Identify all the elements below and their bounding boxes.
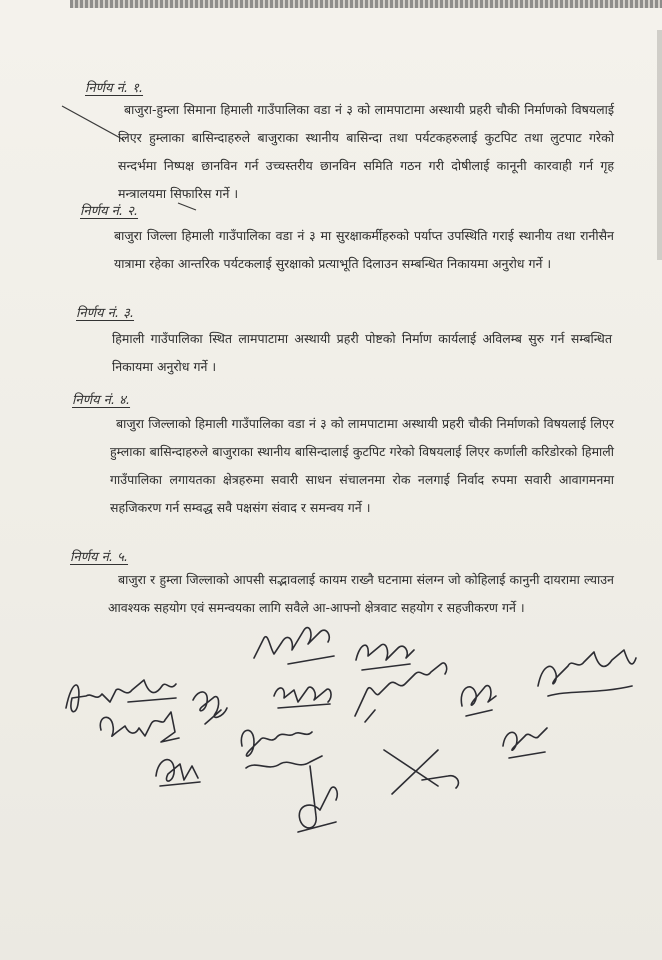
page-edge-shadow — [657, 30, 662, 260]
top-edge — [70, 0, 662, 8]
decision-2-text: बाजुरा जिल्ला हिमाली गाउँपालिका वडा नं ३ मा सुरक्षाकर्मीहरुको पर्याप्त उपस्थिति गराई स्थानीय तथा रानीसैन यात्रामा रहेका आन्तरिक पर्यटकलाई सुरक्षाको प्रत्याभूति दिलाउन सम्बन्धित निकायमा अनुरोध गर्ने । — [114, 228, 614, 271]
signature-5 — [248, 618, 338, 678]
decision-3-heading: निर्णय नं. ३. — [76, 306, 135, 321]
signature-14 — [378, 740, 468, 802]
signature-6 — [268, 674, 338, 714]
signature-12 — [495, 710, 555, 766]
signature-9 — [345, 650, 455, 730]
signature-2 — [95, 702, 185, 750]
signature-3 — [185, 680, 235, 730]
decision-4-text: बाजुरा जिल्लाको हिमाली गाउँपालिका वडा नं ३ को लामपाटामा अस्थायी प्रहरी चौकी निर्माणको विषयलाई लिएर हुम्लाका बासिन्दाहरुले बाजुराका स्थानीय बासिन्दालाई कुटपिट गरेको विषयलाई लिएर कर्णाली करिडोरको हिमाली गाउँपालिका लगायतका क्षेत्रहरुमा सवारी साधन संचालनमा रोक नलगाई निर्वाद रुपमा सवारी आवागमनमा सहजिकरण गर्न सम्वद्ध सवै पक्षसंग संवाद र समन्वय गर्ने । — [110, 416, 614, 515]
decision-5-text: बाजुरा र हुम्ला जिल्लाको आपसी सद्भावलाई कायम राख्नै घटनामा संलग्न जो कोहिलाई कानुनी दायरामा ल्याउन आवश्यक सहयोग एवं समन्वयका लागि सवैले आ-आफ्नो क्षेत्रवाट सहयोग र सहजीकरण गर्ने । — [108, 572, 614, 615]
decision-1-text: बाजुरा-हुम्ला सिमाना हिमाली गाउँपालिका वडा नं ३ को लामपाटामा अस्थायी प्रहरी चौकी निर्माणको विषयलाई लिएर हुम्लाका बासिन्दाहरुले बाजुराका स्थानीय बासिन्दा तथा पर्यटकहरुलाई कुटपिट तथा लुटपाट गरेको सन्दर्भमा निष्पक्ष छानविन गर्न उच्चस्तरीय छानविन समिति गठन गरी दोषीलाई कानूनी कारवाही गर्न गृह मन्त्रालयमा सिफारिस गर्ने । — [118, 102, 614, 201]
decision-3-text: हिमाली गाउँपालिका स्थित लामपाटामा अस्थायी प्रहरी पोष्टको निर्माण कार्यलाई अविलम्ब सुरु गर्न सम्बन्धित निकायमा अनुरोध गर्ने । — [112, 331, 612, 374]
signature-11 — [528, 640, 638, 706]
signature-13 — [290, 756, 350, 840]
decision-5-heading: निर्णय नं. ५. — [70, 550, 129, 565]
signature-4 — [150, 746, 210, 790]
decision-4-heading: निर्णय नं. ४. — [72, 393, 131, 408]
decision-1-heading: निर्णय नं. १. — [85, 81, 144, 96]
decision-2-heading: निर्णय नं. २. — [80, 204, 139, 219]
